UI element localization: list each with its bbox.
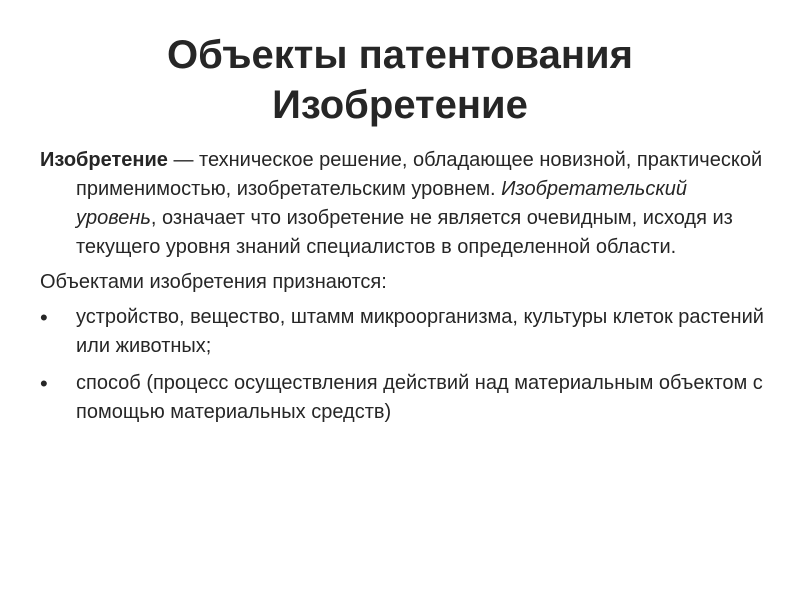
slide-body (40, 146, 770, 435)
bullet-icon: • (40, 371, 48, 396)
list-item (40, 303, 770, 361)
slide-title-line-2: Изобретение (272, 83, 528, 127)
definition-term: Изобретение (40, 149, 168, 171)
definition-text-a: — техническое решение, обладающее новизной, практической применимостью, изобретательским уровнем. (76, 149, 763, 200)
list-item-text: способ (процесс осуществления действий над материальным объектом с помощью материальных средств) (76, 372, 763, 423)
bullet-icon: • (40, 305, 48, 330)
list-item-text: устройство, вещество, штамм микроорганизма, культуры клеток растений или животных; (76, 306, 764, 357)
objects-intro: Объектами изобретения признаются: (40, 271, 387, 293)
list-item (40, 369, 770, 427)
slide-title-line-1: Объекты патентования (167, 33, 633, 77)
definition-text-b: , означает что изобретение не является очевидным, исходя из текущего уровня знаний специалистов в определенной области. (76, 207, 733, 258)
definition-paragraph (40, 146, 770, 262)
definition-italic-term: Изобретательский уровень (76, 178, 688, 229)
slide-title (0, 30, 800, 130)
